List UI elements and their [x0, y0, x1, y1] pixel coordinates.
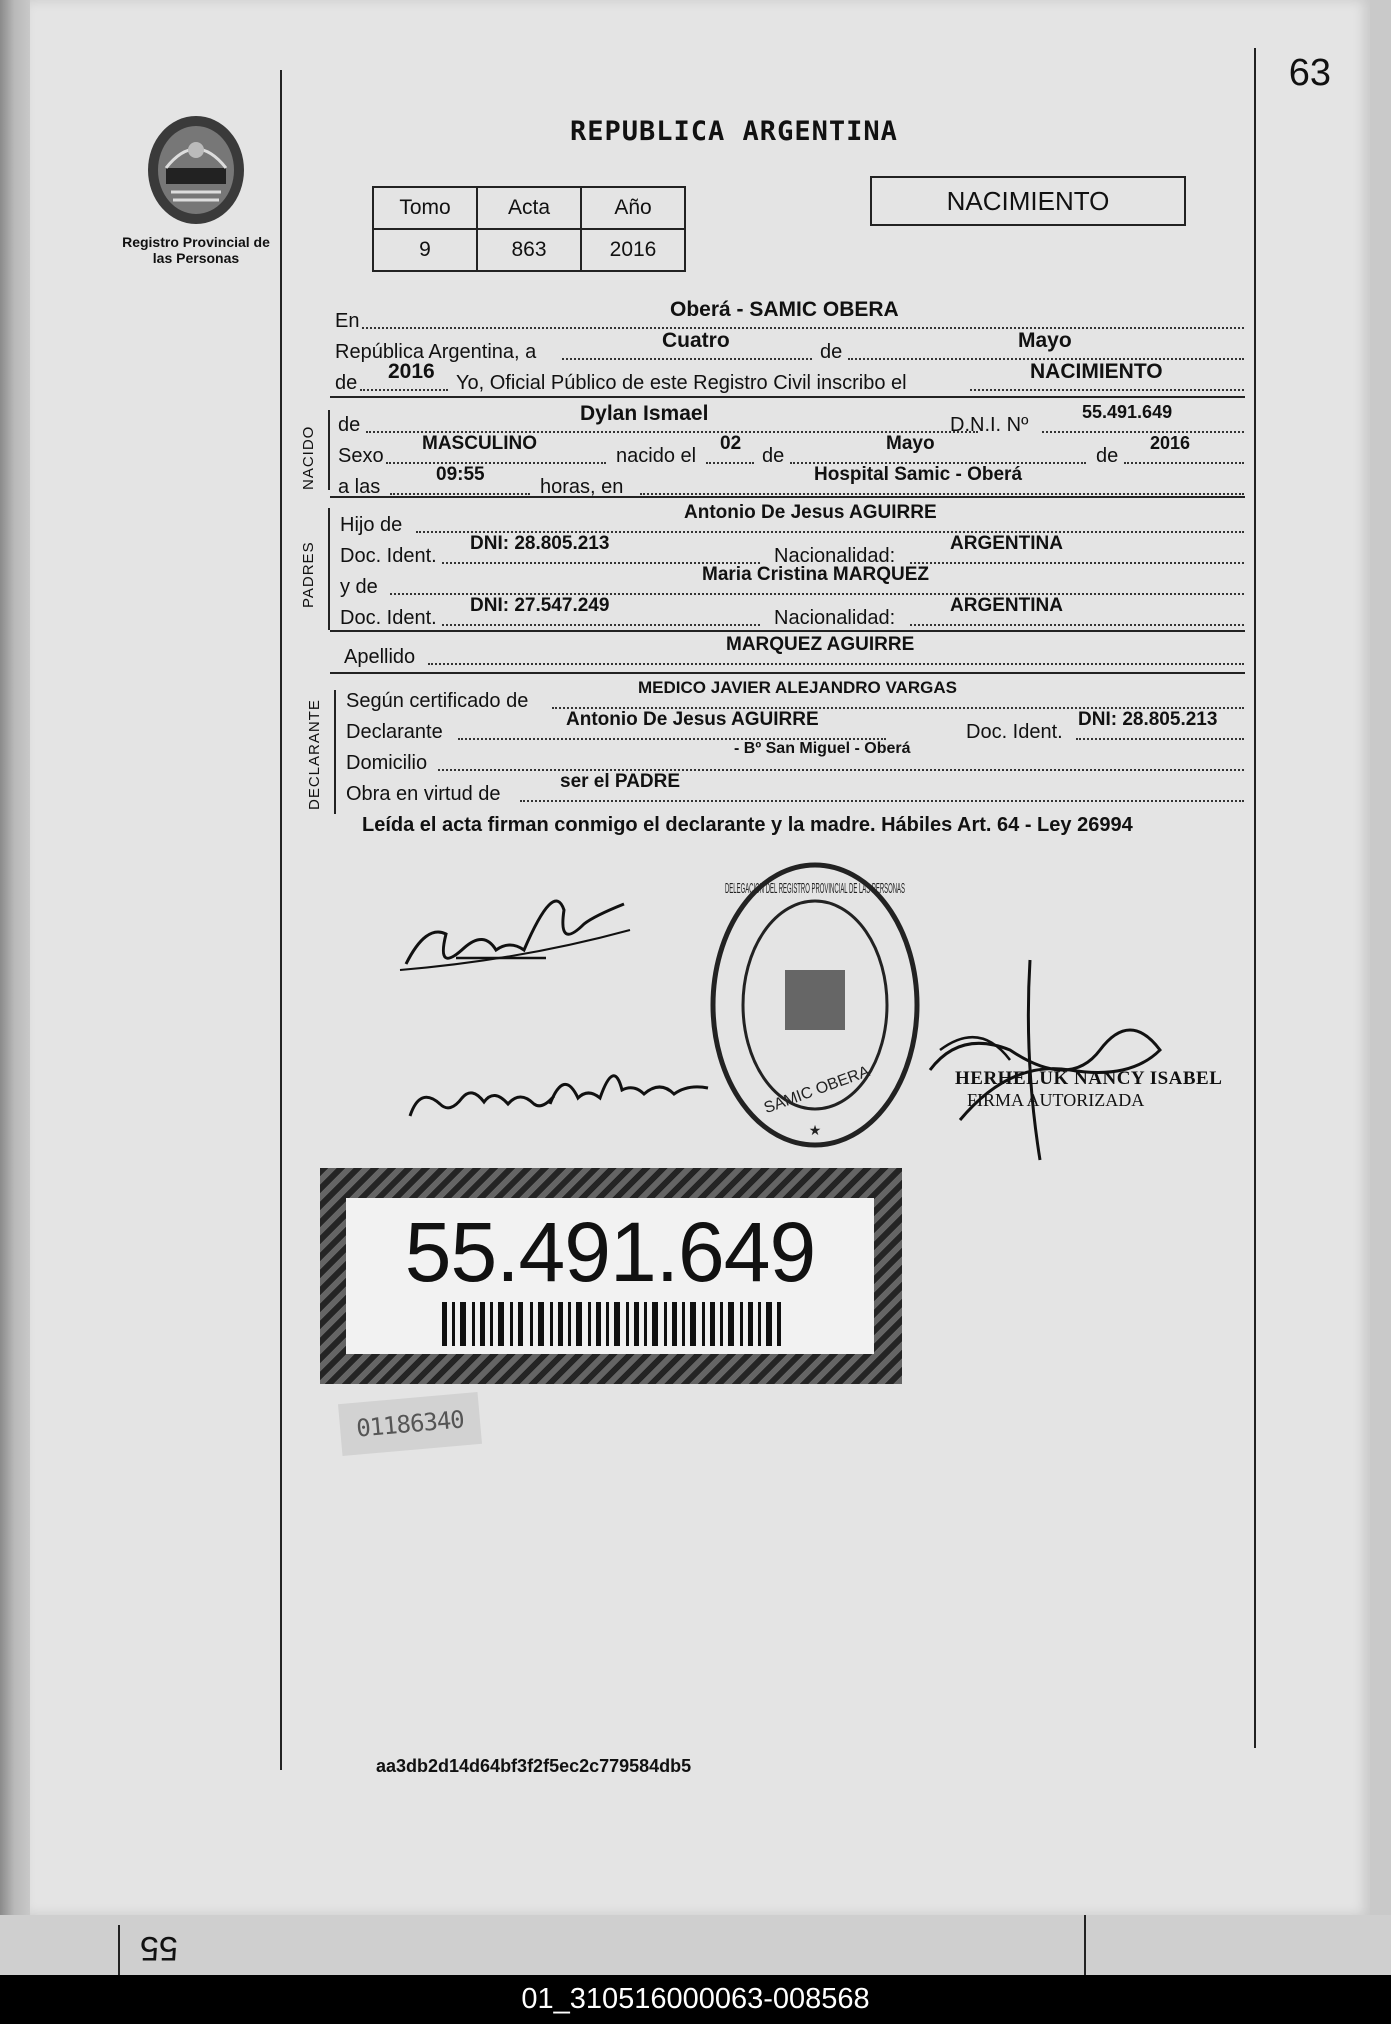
mother-row [330, 566, 1245, 597]
authority-name: HERHELUK NANCY ISABEL [955, 1068, 1223, 1089]
barcode-label [346, 1198, 874, 1354]
declarante-doc: DNI: 28.805.213 [1078, 709, 1218, 730]
sexo-value: MASCULINO [422, 433, 538, 454]
declarante-row [330, 711, 1245, 742]
next-page-edge [0, 1915, 1391, 1975]
de-label: de [338, 414, 361, 436]
control-number-stamp: 01186340 [338, 1392, 482, 1456]
registry-value-tomo: 9 [373, 229, 477, 271]
file-name-footer: 01_310516000063-008568 [0, 1975, 1391, 2024]
dotted-line [640, 493, 1244, 495]
birth-day: 02 [720, 433, 742, 454]
domicilio-label: Domicilio [346, 752, 428, 774]
inscribo-text: Yo, Oficial Público de este Registro Civil inscribo el [456, 372, 907, 394]
padres-section [330, 504, 1245, 628]
dotted-line [360, 389, 448, 391]
dotted-line [428, 663, 1244, 665]
document-type-box: NACIMIENTO [870, 176, 1186, 226]
doc-ident-label: Doc. Ident. [340, 545, 437, 567]
de-label: de [1096, 445, 1119, 467]
cert-value: MEDICO JAVIER ALEJANDRO VARGAS [638, 678, 957, 697]
birth-record-form [330, 300, 1245, 393]
closing-statement: Leída el acta firman conmigo el declarante y la madre. Hábiles Art. 64 - Ley 26994 [362, 814, 1133, 836]
dotted-line [438, 769, 1244, 771]
a-las-label: a las [338, 476, 381, 498]
next-page-margin-right [1084, 1915, 1086, 1975]
father-name: Antonio De Jesus AGUIRRE [684, 502, 937, 523]
dotted-line [910, 624, 1244, 626]
dotted-line [562, 358, 812, 360]
crest-label: Registro Provincial de las Personas [122, 234, 270, 266]
dotted-line [386, 462, 606, 464]
intro-row-date [330, 331, 1245, 362]
section-rule [330, 672, 1245, 674]
cert-row [330, 680, 1245, 711]
barcode-number: 55.491.649 [404, 1205, 816, 1299]
previous-page-number: 55 [140, 1929, 178, 1967]
declarante-section [330, 680, 1245, 804]
dni-label: D.N.I. Nº [950, 414, 1029, 436]
document-hash: aa3db2d14d64bf3f2f5ec2c779584db5 [376, 1756, 692, 1776]
month-value: Mayo [1018, 329, 1072, 352]
hijo-de-label: Hijo de [340, 514, 403, 536]
intro-row-inscribo [330, 362, 1245, 393]
nacionalidad-label: Nacionalidad: [774, 607, 896, 629]
padres-label: PADRES [300, 541, 317, 608]
dotted-line [390, 493, 530, 495]
seal-inner-text: SAMIC OBERA [761, 1063, 873, 1118]
birth-time: 09:55 [436, 464, 485, 485]
horas-label: horas, en [540, 476, 624, 498]
birth-place: Hospital Samic - Oberá [814, 464, 1023, 485]
obra-row [330, 773, 1245, 804]
apellido-label: Apellido [344, 646, 416, 668]
dotted-line [1124, 462, 1244, 464]
page-title: REPUBLICA ARGENTINA [570, 116, 898, 147]
province-crest [116, 110, 276, 266]
obra-label: Obra en virtud de [346, 783, 501, 805]
nacionalidad-label: Nacionalidad: [774, 545, 896, 567]
left-margin-line [280, 70, 282, 1770]
de-label: de [762, 445, 785, 467]
dotted-line [520, 800, 1244, 802]
father-row [330, 504, 1245, 535]
barcode-icon [442, 1302, 782, 1346]
father-nationality: ARGENTINA [950, 533, 1063, 554]
place-value: Oberá - SAMIC OBERA [670, 298, 899, 321]
right-margin-line [1254, 48, 1256, 1748]
section-rule [330, 496, 1245, 498]
dotted-line [442, 624, 760, 626]
official-seal-icon [705, 855, 925, 1155]
doc-ident-label: Doc. Ident. [340, 607, 437, 629]
apellido-section [330, 636, 1245, 667]
dotted-line [706, 462, 754, 464]
section-rule [330, 396, 1245, 398]
apellido-value: MARQUEZ AGUIRRE [726, 634, 915, 655]
dotted-line [910, 562, 1244, 564]
registry-header-tomo: Tomo [373, 187, 477, 229]
mother-doc: DNI: 27.547.249 [470, 595, 610, 616]
next-page-margin [118, 1925, 120, 1975]
authority-title: FIRMA AUTORIZADA [967, 1090, 1145, 1110]
dotted-line [1076, 738, 1244, 740]
section-rule [330, 630, 1245, 632]
registry-header-acta: Acta [477, 187, 581, 229]
doc-ident-label: Doc. Ident. [966, 721, 1063, 743]
declarante-value: Antonio De Jesus AGUIRRE [566, 709, 819, 730]
birth-month: Mayo [886, 433, 935, 454]
dotted-line [362, 327, 1244, 329]
svg-text:★: ★ [808, 1122, 822, 1138]
father-doc: DNI: 28.805.213 [470, 533, 610, 554]
day-value: Cuatro [662, 329, 730, 352]
declarant-signature-icon [396, 876, 646, 986]
registry-value-ano: 2016 [581, 229, 685, 271]
inscribo-value: NACIMIENTO [1030, 360, 1163, 383]
republica-label: República Argentina, a [335, 341, 537, 363]
nacido-row-time [330, 466, 1245, 497]
child-name: Dylan Ismael [580, 402, 709, 425]
child-dni: 55.491.649 [1082, 402, 1173, 422]
page-number: 63 [1288, 52, 1331, 94]
authority-block [955, 1068, 1222, 1111]
nacido-el-label: nacido el [616, 445, 697, 467]
domicilio-row [330, 742, 1245, 773]
de-label: de [820, 341, 843, 363]
seal-ring-text: DELEGACION DEL REGISTRO PROVINCIAL DE LAS PERSONAS [725, 880, 905, 897]
barcode-sticker [320, 1168, 902, 1384]
domicilio-value: - Bº San Miguel - Oberá [734, 740, 911, 757]
intro-row-en [330, 300, 1245, 331]
nacido-row-name [330, 404, 1245, 435]
year-value: 2016 [388, 360, 435, 383]
sexo-label: Sexo [338, 445, 384, 467]
father-doc-row [330, 535, 1245, 566]
dotted-line [970, 389, 1244, 391]
nacido-row-sexo [330, 435, 1245, 466]
cert-label: Según certificado de [346, 690, 529, 712]
declarante-label: DECLARANTE [306, 699, 323, 810]
obra-value: ser el PADRE [560, 771, 681, 792]
dotted-line [1042, 431, 1244, 433]
mother-nationality: ARGENTINA [950, 595, 1063, 616]
crest-emblem-icon [141, 110, 251, 230]
registry-header-ano: Año [581, 187, 685, 229]
en-label: En [335, 310, 360, 332]
y-de-label: y de [340, 576, 378, 598]
nacido-section [330, 404, 1245, 497]
de-year-label: de [335, 372, 358, 394]
registry-value-acta: 863 [477, 229, 581, 271]
mother-signature-icon [400, 1056, 740, 1136]
registry-table [372, 186, 686, 272]
apellido-row [330, 636, 1245, 667]
mother-doc-row [330, 597, 1245, 628]
mother-name: Maria Cristina MARQUEZ [702, 564, 929, 585]
nacido-label: NACIDO [300, 425, 317, 490]
birth-year: 2016 [1150, 433, 1191, 453]
declarante-label-text: Declarante [346, 721, 443, 743]
